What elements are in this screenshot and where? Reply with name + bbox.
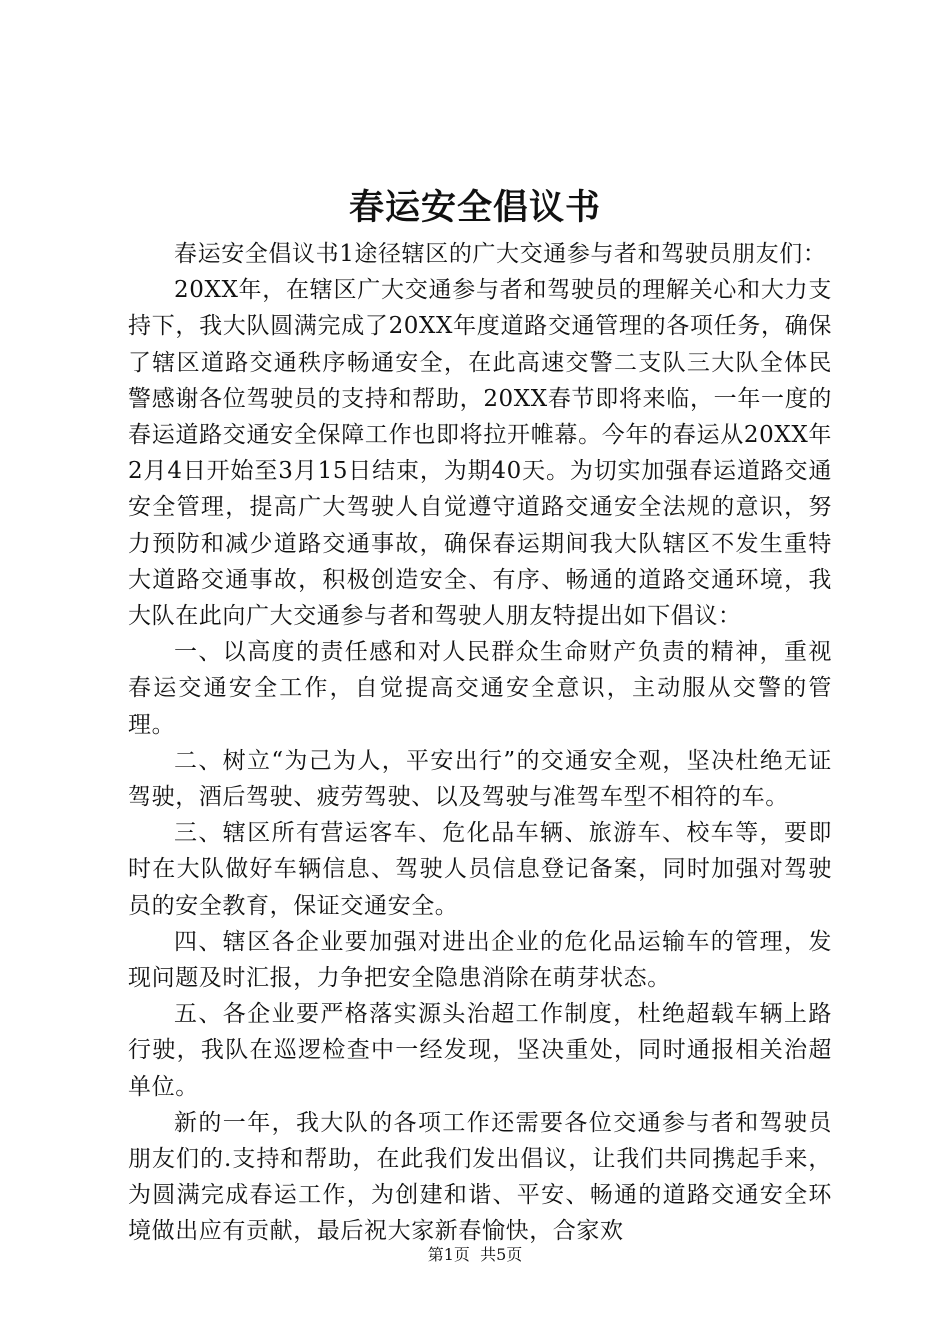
paragraph-item-5: 五、各企业要严格落实源头治超工作制度，杜绝超载车辆上路行驶，我队在巡逻检查中一经发现，坚决重处，同时通报相关治超单位。 [128, 1001, 832, 1100]
page-number: 第1页 [427, 1245, 470, 1264]
paragraph-item-4: 四、辖区各企业要加强对进出企业的危化品运输车的管理，发现问题及时汇报，力争把安全隐患消除在萌芽状态。 [128, 928, 832, 992]
paragraph-item-2: 二、树立“为己为人，平安出行”的交通安全观，坚决杜绝无证驾驶，酒后驾驶、疲劳驾驶、以及驾驶与准驾车型不相符的车。 [128, 747, 832, 811]
paragraph-item-1: 一、以高度的责任感和对人民群众生命财产负责的精神，重视春运交通安全工作，自觉提高交通安全意识，主动服从交警的管理。 [128, 639, 832, 738]
document-title: 春运安全倡议书 [348, 187, 601, 228]
document-body [128, 236, 832, 1250]
page-footer [0, 1243, 950, 1267]
paragraph-greeting: 春运安全倡议书1途径辖区的广大交通参与者和驾驶员朋友们： [174, 241, 827, 267]
paragraph-closing: 新的一年，我大队的各项工作还需要各位交通参与者和驾驶员朋友们的.支持和帮助，在此我们发出倡议，让我们共同携起手来，为圆满完成春运工作，为创建和谐、平安、畅通的道路交通安全环境做出应有贡献，最后祝大家新春愉快，合家欢 [128, 1109, 832, 1245]
page-total: 共5页 [480, 1245, 523, 1264]
paragraph-item-3: 三、辖区所有营运客车、危化品车辆、旅游车、校车等，要即时在大队做好车辆信息、驾驶人员信息登记备案，同时加强对驾驶员的安全教育，保证交通安全。 [128, 820, 832, 919]
paragraph-intro: 20XX年，在辖区广大交通参与者和驾驶员的理解关心和大力支持下，我大队圆满完成了20XX年度道路交通管理的各项任务，确保了辖区道路交通秩序畅通安全，在此高速交警二支队三大队全体民警感谢各位驾驶员的支持和帮助，20XX春节即将来临，一年一度的春运道路交通安全保障工作也即将拉开帷幕。今年的春运从20XX年2月4日开始至3月15日结束，为期40天。为切实加强春运道路交通安全管理，提高广大驾驶人自觉遵守道路交通安全法规的意识，努力预防和减少道路交通事故，确保春运期间我大队辖区不发生重特大道路交通事故，积极创造安全、有序、畅通的道路交通环境，我大队在此向广大交通参与者和驾驶人朋友特提出如下倡议： [128, 277, 832, 630]
